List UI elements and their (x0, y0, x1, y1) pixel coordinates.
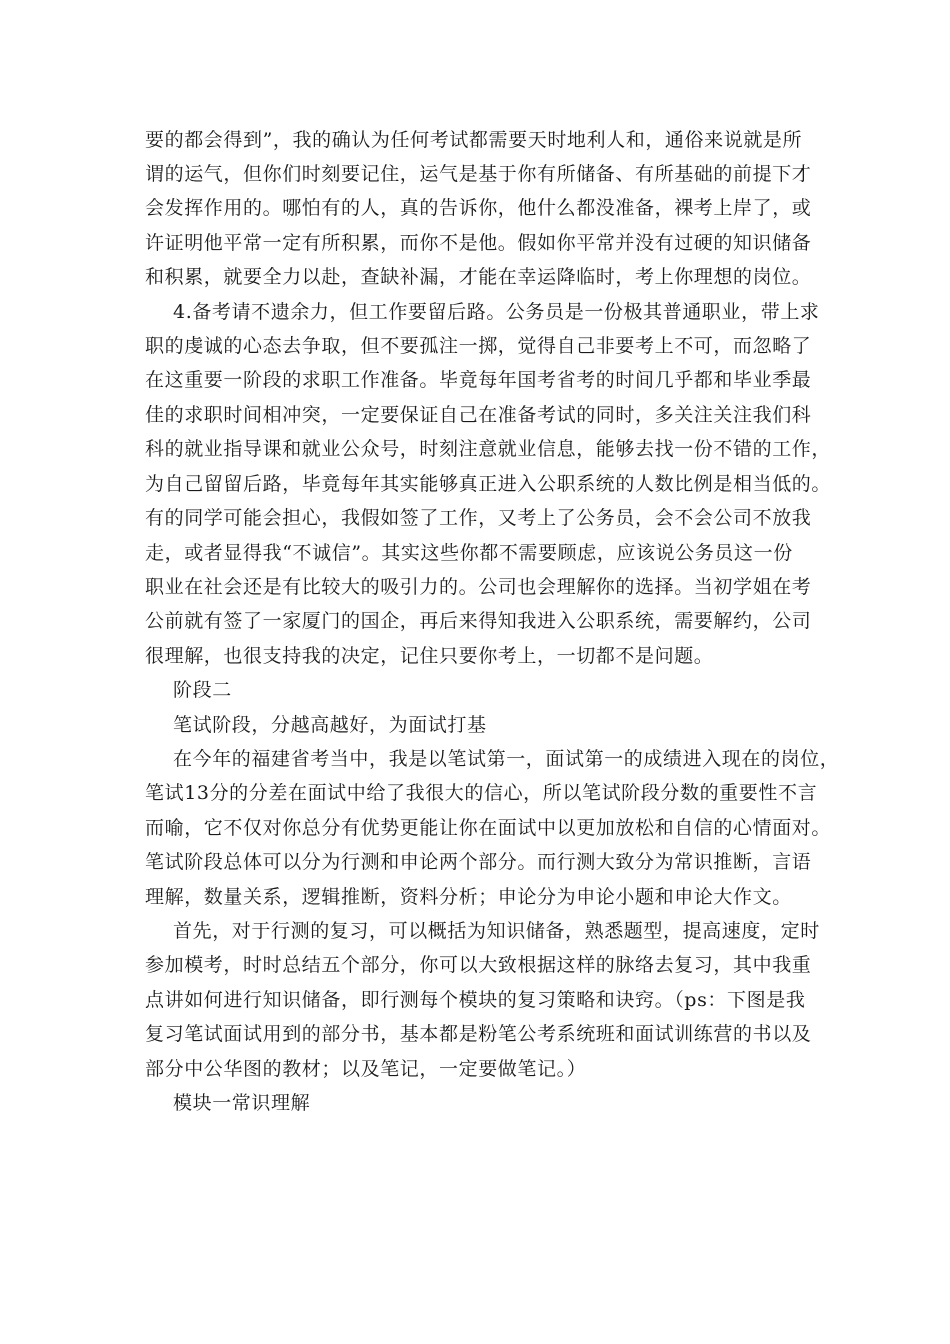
text-line: 和积累，就要全力以赴，查缺补漏，才能在幸运降临时，考上你理想的岗位。 (145, 266, 812, 288)
text-line: 点讲如何进行知识储备，即行测每个模块的复习策略和诀窍。（ps：下图是我 (145, 989, 806, 1011)
text-line: 有的同学可能会担心，我假如签了工作，又考上了公务员，会不会公司不放我 (145, 507, 812, 529)
text-line: 笔试13分的分差在面试中给了我很大的信心，所以笔试阶段分数的重要性不言 (145, 782, 818, 804)
text-line: 职业在社会还是有比较大的吸引力的。公司也会理解你的选择。当初学姐在考 (145, 576, 812, 598)
text-line: 公前就有签了一家厦门的国企，再后来得知我进入公职系统，需要解约，公司 (145, 610, 812, 632)
text-line: 许证明他平常一定有所积累，而你不是他。假如你平常并没有过硬的知识储备 (145, 232, 812, 254)
text-line: 复习笔试面试用到的部分书，基本都是粉笔公考系统班和面试训练营的书以及 (145, 1023, 812, 1045)
text-line: 很理解，也很支持我的决定，记住只要你考上，一切都不是问题。 (145, 645, 714, 667)
text-line: 职的虔诚的心态去争取，但不要孤注一掷，觉得自己非要考上不可，而忽略了 (145, 335, 812, 357)
section-heading: 阶段二 (173, 679, 232, 701)
text-line: 部分中公华图的教材；以及笔记，一定要做笔记。） (145, 1058, 587, 1080)
text-line: 科的就业指导课和就业公众号，时刻注意就业信息，能够去找一份不错的工作， (145, 438, 832, 460)
text-line: 参加模考，时时总结五个部分，你可以大致根据这样的脉络去复习，其中我重 (145, 954, 812, 976)
text-line: 佳的求职时间相冲突，一定要保证自己在准备考试的同时，多关注关注我们科 (145, 404, 812, 426)
section-subheading: 笔试阶段，分越高越好，为面试打基 (173, 714, 487, 736)
text-line: 会发挥作用的。哪怕有的人，真的告诉你，他什么都没准备，裸考上岸了，或 (145, 197, 812, 219)
paragraph-start-line: 4.备考请不遗余力，但工作要留后路。公务员是一份极其普通职业，带上求 (173, 301, 820, 323)
paragraph-start-line: 在今年的福建省考当中，我是以笔试第一，面试第一的成绩进入现在的岗位， (173, 748, 840, 770)
text-line: 要的都会得到”，我的确认为任何考试都需要天时地利人和，通俗来说就是所 (145, 129, 803, 151)
text-line: 笔试阶段总体可以分为行测和申论两个部分。而行测大致分为常识推断，言语 (145, 851, 812, 873)
paragraph-start-line: 首先，对于行测的复习，可以概括为知识储备，熟悉题型，提高速度，定时 (173, 920, 820, 942)
text-line: 理解，数量关系，逻辑推断，资料分析；申论分为申论小题和申论大作文。 (145, 886, 792, 908)
text-line: 谓的运气，但你们时刻要记住，运气是基于你有所储备、有所基础的前提下才 (145, 163, 812, 185)
text-line: 走，或者显得我“不诚信”。其实这些你都不需要顾虑，应该说公务员这一份 (145, 542, 793, 564)
text-line: 在这重要一阶段的求职工作准备。毕竟每年国考省考的时间几乎都和毕业季最 (145, 369, 812, 391)
text-line: 而喻，它不仅对你总分有优势更能让你在面试中以更加放松和自信的心情面对。 (145, 817, 832, 839)
module-heading: 模块一常识理解 (173, 1092, 311, 1114)
text-line: 为自己留留后路，毕竟每年其实能够真正进入公职系统的人数比例是相当低的。 (145, 473, 832, 495)
